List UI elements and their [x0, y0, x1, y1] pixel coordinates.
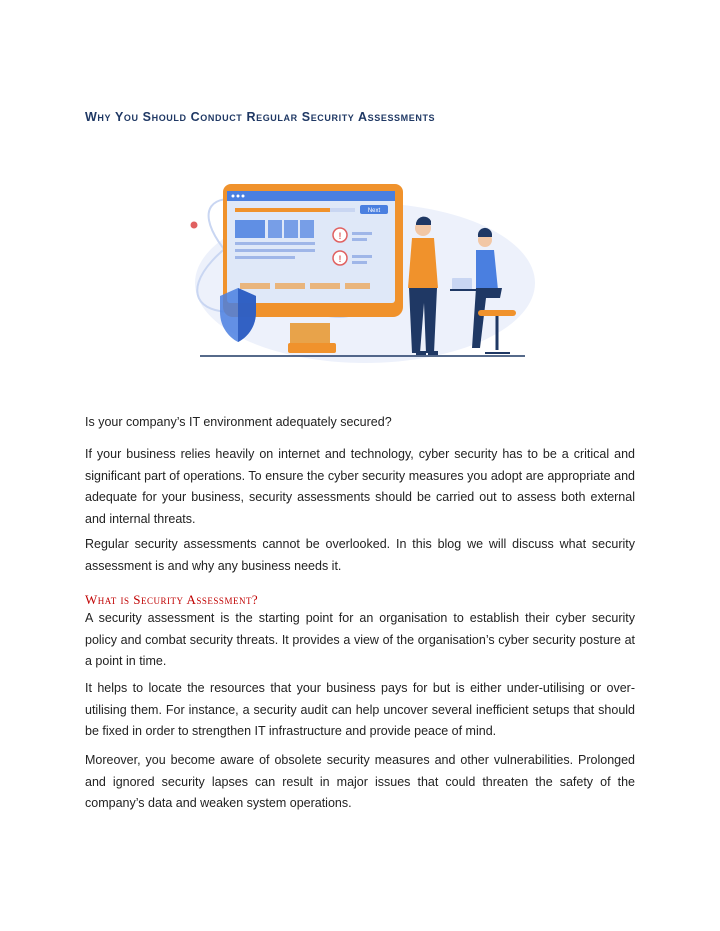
security-monitor-illustration [180, 178, 540, 363]
page-title: Why You Should Conduct Regular Security Assessments [85, 110, 436, 124]
monitor-neck [290, 323, 330, 345]
screen-topbar [227, 191, 395, 201]
security-illustration [180, 178, 540, 363]
section-paragraph-1: A security assessment is the starting point for an organisation to establish their cyber security policy and combat security threats. It provides a view of the organisation’s cyber security posture at a point in time. [85, 611, 635, 668]
progress-bar [235, 208, 330, 212]
stool-seat [478, 310, 516, 316]
svg-text:!: ! [338, 231, 342, 241]
intro-paragraph-2: If your business relies heavily on internet and technology, cyber security has to be a critical and significant part of operations. To ensure the cyber security measures you adopt are appropriate and adequate for your business, security assessments should be carried out to assess both external and internal threats. [85, 447, 635, 526]
laptop-icon [452, 278, 472, 290]
person-standing-shirt [408, 238, 438, 288]
intro-paragraph-3: Regular security assessments cannot be overlooked. In this blog we will discuss what security assessment is and why any business needs it. [85, 537, 635, 573]
intro-paragraph-1: Is your company’s IT environment adequately secured? [85, 415, 392, 429]
monitor-base [288, 343, 336, 353]
orbit-dot [191, 222, 198, 229]
screen-button-label: Next [367, 208, 381, 214]
section-paragraph-3: Moreover, you become aware of obsolete security measures and other vulnerabilities. Prolonged and ignored security lapses can result in major issues that could threaten the safety of the company’s data and weaken system operations. [85, 753, 635, 810]
svg-text:!: ! [338, 254, 342, 264]
section-heading: What is Security Assessment? [85, 592, 259, 607]
section-paragraph-2: It helps to locate the resources that your business pays for but is either under-utilising or over-utilising them. For instance, a security audit can help uncover several inefficient setups that should be fixed in order to strengthen IT infrastructure and provide peace of mind. [85, 681, 635, 738]
